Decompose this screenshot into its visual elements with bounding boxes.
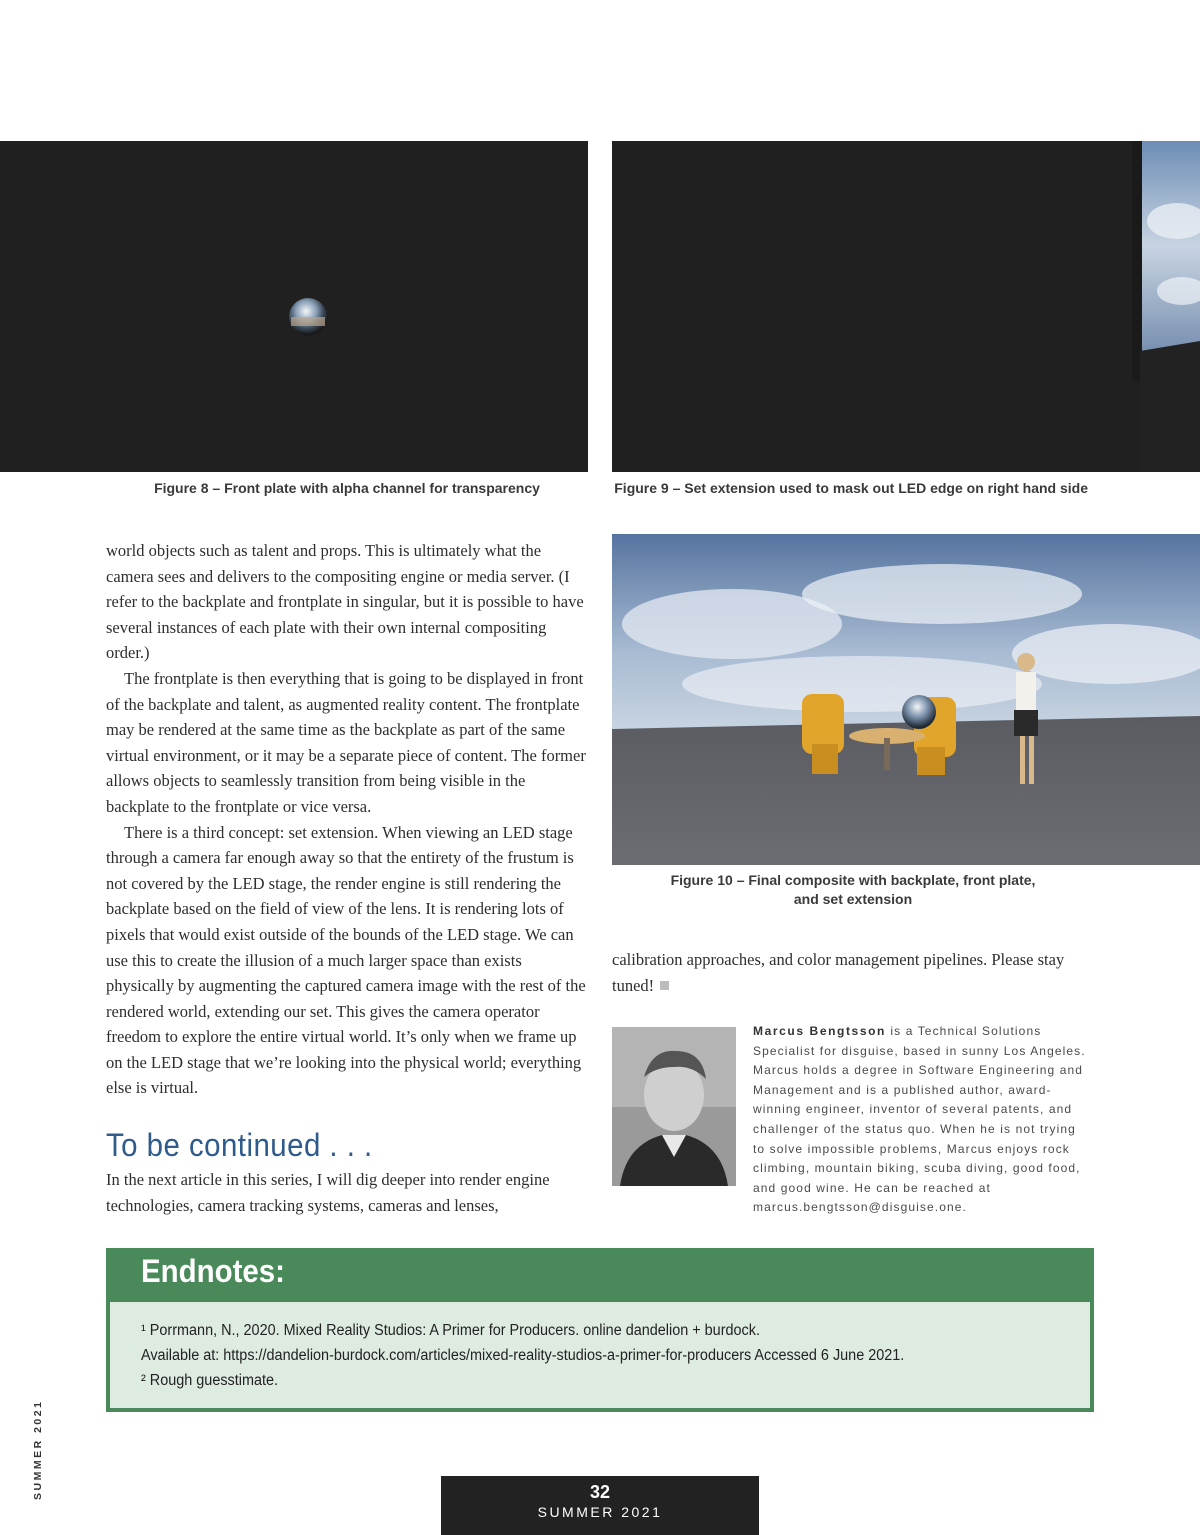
author-bio-text: is a Technical Solutions Specialist for disguise, based in sunny Los Angeles. Marcus holds a degree in Software Engineering and Management and is a published author, award-winning engineer, inventor of several patents, and challenger of the status quo. When he is not trying to solve impossible problems, Marcus enjoys rock climbing, mountain biking, scuba diving, good food, and good wine. He can be reached at marcus.bengtsson@disguise.one. — [753, 1024, 1086, 1215]
side-issue-label: SUMMER 2021 — [32, 1399, 44, 1500]
chrome-sphere-graphic — [0, 141, 588, 472]
section-heading: To be continued . . . — [106, 1127, 373, 1163]
endnote-1-line-1: ¹ Porrmann, N., 2020. Mixed Reality Studios: A Primer for Producers. online dandelion + burdock. — [141, 1322, 760, 1339]
figure-9-caption: Figure 9 – Set extension used to mask out LED edge on right hand side — [614, 480, 1088, 496]
author-photo — [612, 1027, 736, 1186]
figure-9-image — [612, 141, 1200, 472]
set-extension-graphic — [612, 141, 1200, 472]
article-closing-paragraph — [612, 947, 1102, 998]
article-paragraph: There is a third concept: set extension. When viewing an LED stage through a camera far enough away so that the entirety of the frustum is not covered by the LED stage, the render engine is still rendering the backplate based on the field of view of the lens. It is rendering lots of pixels that would exist outside of the bounds of the LED stage. We can use this to create the illusion of a much larger space than exists physically by augmenting the captured camera image with the rest of the rendered world, extending our set. This gives the camera operator freedom to explore the entire virtual world. It’s only when we frame up on the LED stage that we’re looking into the physical world; everything else is virtual. — [106, 822, 586, 1098]
footer-issue: SUMMER 2021 — [537, 1504, 663, 1520]
endnotes-content — [110, 1302, 1090, 1408]
figure-8-image — [0, 141, 588, 472]
figure-10-image — [612, 534, 1200, 865]
figure-8-caption: Figure 8 – Front plate with alpha channel for transparency — [154, 480, 540, 496]
page-number: 32 — [589, 1482, 611, 1502]
endnotes-title: Endnotes: — [141, 1253, 285, 1289]
article-paragraph: In the next article in this series, I will dig deeper into render engine technologies, camera tracking systems, cameras and lenses, — [106, 1170, 550, 1215]
figure-10-caption-line2: and set extension — [793, 891, 913, 907]
figure-10-caption-line1: Figure 10 – Final composite with backplate, front plate, — [670, 872, 1036, 888]
final-composite-graphic — [612, 534, 1200, 865]
author-name: Marcus Bengtsson — [753, 1024, 886, 1038]
end-of-article-mark — [660, 981, 669, 990]
endnote-1-line-2: Available at: https://dandelion-burdock.com/articles/mixed-reality-studios-a-primer-for-producers Accessed 6 June 2021. — [141, 1347, 905, 1364]
author-bio — [753, 1022, 1088, 1218]
article-left-column — [106, 538, 588, 1101]
article-paragraph: The frontplate is then everything that is going to be displayed in front of the backplate and talent, as augmented reality content. The frontplate may be rendered at the same time as the backplate as part of the same virtual environment, or it may be a separate piece of content. The former allows objects to seamlessly transition from being visible in the backplate to the frontplate or vice versa. — [106, 668, 586, 816]
article-paragraph: world objects such as talent and props. This is ultimately what the camera sees and delivers to the compositing engine or media server. (I refer to the backplate and frontplate in singular, but it is possible to have several instances of each plate with their own internal compositing order.) — [106, 541, 584, 663]
article-closing-text: calibration approaches, and color management pipelines. Please stay tuned! — [612, 950, 1065, 995]
endnote-2: ² Rough guesstimate. — [141, 1372, 279, 1389]
page-footer — [441, 1476, 759, 1535]
endnotes-box — [106, 1248, 1094, 1412]
